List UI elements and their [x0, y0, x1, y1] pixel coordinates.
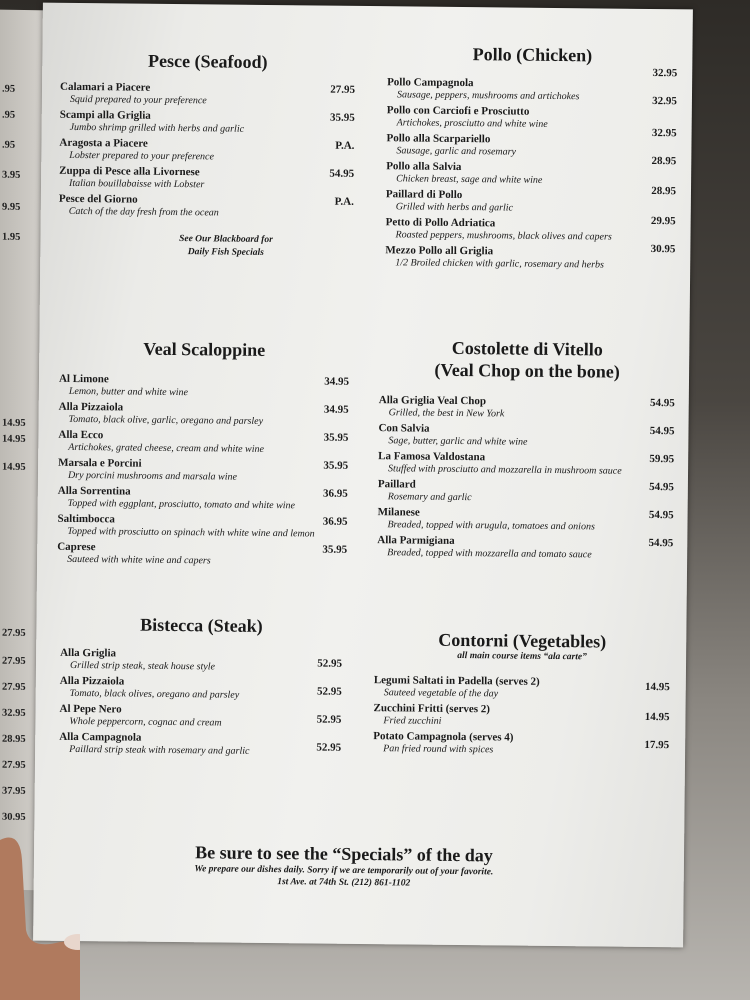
item-desc: Sage, butter, garlic and white wine	[388, 435, 528, 448]
item-price: 36.95	[322, 515, 348, 528]
menu-item	[377, 534, 673, 562]
item-desc: Sausage, peppers, mushrooms and artichokes	[396, 89, 580, 103]
item-desc: Topped with eggplant, prosciutto, tomato and white wine	[67, 497, 296, 512]
left-price: .95	[2, 109, 16, 121]
item-name: Potato Campagnola (serves 4)	[373, 730, 514, 744]
menu-item	[60, 109, 355, 137]
menu-page	[33, 3, 693, 948]
item-price: 35.95	[322, 543, 348, 556]
menu-item	[59, 193, 354, 221]
menu-item	[57, 541, 347, 569]
item-price: 35.95	[329, 111, 355, 124]
item-price: 54.95	[649, 425, 675, 438]
section-title: Bistecca (Steak)	[140, 614, 263, 636]
item-name: Pesce del Giorno	[58, 192, 138, 206]
item-price: 35.95	[323, 431, 349, 444]
item-name: Alla Parmigiana	[377, 534, 455, 547]
item-name: Calamari a Piacere	[59, 80, 151, 94]
footer-address: 1st Ave. at 74th St. (212) 861-1102	[277, 877, 411, 889]
item-price: 34.95	[324, 375, 350, 388]
note-line: See Our Blackboard for	[179, 234, 273, 246]
item-desc: Lobster prepared to your preference	[69, 149, 214, 163]
item-name: Scampi alla Griglia	[59, 108, 151, 122]
menu-item	[58, 401, 348, 429]
item-name: Aragosta a Piacere	[59, 136, 148, 150]
menu-item	[59, 165, 354, 193]
section-costolette	[377, 336, 675, 562]
item-desc: Lemon, butter and white wine	[68, 385, 189, 399]
note-line: Daily Fish Specials	[187, 247, 264, 258]
item-name: Alla Griglia	[60, 646, 117, 660]
left-price: 27.95	[2, 627, 26, 640]
item-price: 32.95	[651, 127, 677, 140]
section-title: Veal Scaloppine	[143, 338, 266, 360]
left-price: 9.95	[2, 201, 21, 213]
item-name: Petto di Pollo Adriatica	[385, 216, 496, 230]
left-price: 30.95	[2, 811, 26, 824]
item-name: Alla Ecco	[58, 428, 104, 442]
item-price: 54.95	[648, 508, 674, 522]
item-desc: Chicken breast, sage and white wine	[396, 173, 543, 186]
item-name: Pollo Campagnola	[387, 76, 474, 90]
item-name: Legumi Saltati in Padella (serves 2)	[373, 674, 540, 688]
menu-item	[58, 485, 348, 513]
left-price: 3.95	[2, 169, 21, 181]
item-price: 34.95	[323, 403, 349, 416]
menu-item	[387, 67, 678, 104]
item-desc: Grilled strip steak, steak house style	[69, 659, 216, 673]
item-desc: Pan fried round with spices	[383, 743, 494, 756]
item-price: 52.95	[316, 713, 342, 726]
section-contorni	[373, 628, 670, 758]
item-price: 36.95	[322, 487, 348, 500]
item-name: Con Salvia	[378, 422, 430, 435]
section-title: Costolette di Vitello	[451, 337, 603, 360]
left-price: 27.95	[2, 759, 26, 772]
item-desc: Breaded, topped with mozzarella and tomato sauce	[387, 547, 592, 561]
menu-item	[378, 450, 674, 478]
item-price: 32.95	[652, 67, 678, 80]
menu-item	[59, 137, 354, 165]
item-desc: Sauteed vegetable of the day	[383, 687, 499, 700]
item-price: 17.95	[644, 738, 670, 752]
menu-item	[374, 674, 670, 702]
menu-item	[59, 731, 341, 759]
finger-shape	[0, 838, 80, 1000]
menu-item	[60, 675, 342, 703]
menu-item	[379, 394, 675, 422]
section-title-sub: (Veal Chop on the bone)	[434, 359, 620, 382]
section-title: Pollo (Chicken)	[472, 44, 593, 66]
menu-item	[57, 513, 347, 541]
item-desc: Squid prepared to your preference	[69, 93, 207, 107]
section-pesce	[58, 49, 355, 261]
item-name: Caprese	[57, 540, 96, 554]
menu-item	[58, 429, 348, 457]
menu-item	[373, 702, 669, 730]
menu-item	[60, 647, 342, 675]
item-name: Pollo alla Salvia	[386, 160, 462, 174]
left-price: 14.95	[2, 417, 26, 430]
section-pollo	[385, 42, 677, 272]
section-bistecca	[59, 613, 342, 759]
item-price: 29.95	[650, 215, 676, 228]
menu-item	[378, 422, 674, 450]
item-name: Alla Pizzaiola	[59, 674, 125, 688]
item-price: 14.95	[644, 680, 670, 694]
menu-item	[59, 703, 341, 731]
item-name: Al Pepe Nero	[59, 702, 122, 716]
item-name: Paillard di Pollo	[385, 188, 463, 202]
left-price: 32.95	[2, 707, 26, 720]
item-price: 30.95	[650, 242, 676, 256]
item-name: Alla Pizzaiola	[58, 400, 124, 414]
menu-item	[60, 81, 355, 109]
item-price: 54.95	[329, 167, 355, 180]
item-desc: Whole peppercorn, cognac and cream	[69, 715, 222, 729]
blackboard-note	[58, 232, 353, 261]
menu-item	[386, 155, 677, 188]
left-price: 14.95	[2, 461, 26, 474]
menu-item	[378, 478, 674, 506]
item-name: Milanese	[377, 506, 420, 519]
item-desc: Grilled, the best in New York	[388, 407, 505, 420]
item-price: 27.95	[330, 83, 356, 96]
section-title: Contorni (Vegetables)	[438, 629, 607, 652]
left-price: 28.95	[2, 733, 26, 746]
left-price: 37.95	[2, 785, 26, 798]
item-price: 59.95	[649, 452, 675, 466]
item-price: 52.95	[317, 657, 343, 670]
left-price: 1.95	[2, 231, 21, 243]
item-price: 28.95	[651, 155, 677, 168]
left-price: 27.95	[2, 655, 26, 668]
item-price: 32.95	[652, 95, 677, 108]
menu-item	[377, 506, 673, 534]
finger	[0, 820, 80, 1000]
item-price: P.A.	[335, 139, 355, 152]
item-name: Zuppa di Pesce alla Livornese	[59, 164, 200, 179]
item-desc: Grilled with herbs and garlic	[395, 201, 514, 214]
menu-item	[385, 216, 675, 244]
section-title: Pesce (Seafood)	[147, 50, 268, 72]
item-desc: Stuffed with prosciutto and mozzarella in mushroom sauce	[388, 463, 622, 477]
item-name: Marsala e Porcini	[58, 456, 142, 470]
item-desc: Jumbo shrimp grilled with herbs and garlic	[69, 121, 245, 135]
item-name: Saltimbocca	[57, 512, 116, 526]
item-desc: Italian bouillabaisse with Lobster	[68, 177, 205, 191]
item-desc: Fried zucchini	[383, 715, 442, 727]
item-price: 54.95	[648, 536, 674, 550]
item-name: Mezzo Pollo all Griglia	[385, 244, 494, 258]
item-price: 14.95	[644, 710, 670, 724]
item-name: Alla Griglia Veal Chop	[378, 394, 487, 408]
item-desc: Artichokes, grated cheese, cream and white wine	[68, 441, 265, 455]
item-desc: 1/2 Broiled chicken with garlic, rosemary and herbs	[395, 257, 604, 271]
menu-footer	[94, 841, 594, 891]
item-name: Pollo con Carciofi e Prosciutto	[386, 104, 530, 118]
item-name: Pollo alla Scarpariello	[386, 132, 491, 146]
item-name: La Famosa Valdostana	[378, 450, 486, 464]
left-page-prices	[0, 10, 40, 891]
left-price: .95	[2, 83, 16, 95]
left-price: .95	[2, 139, 16, 151]
menu-item	[58, 457, 348, 485]
item-desc: Paillard strip steak with rosemary and garlic	[69, 743, 250, 757]
item-desc: Tomato, black olive, garlic, oregano and parsley	[68, 413, 264, 427]
item-price: 35.95	[323, 459, 349, 472]
menu-item	[386, 127, 677, 160]
menu-item	[59, 373, 349, 401]
item-desc: Roasted peppers, mushrooms, black olives and capers	[395, 229, 612, 243]
item-price: 52.95	[316, 741, 342, 754]
menu-item	[385, 244, 675, 272]
item-desc: Breaded, topped with arugula, tomatoes and onions	[387, 519, 595, 533]
item-name: Zucchini Fritti (serves 2)	[373, 702, 491, 716]
item-desc: Rosemary and garlic	[387, 491, 472, 504]
item-price: 54.95	[649, 397, 675, 410]
item-name: Alla Sorrentina	[57, 484, 131, 498]
item-name: Alla Campagnola	[59, 730, 142, 744]
item-name: Paillard	[377, 478, 416, 491]
item-desc: Dry porcini mushrooms and marsala wine	[67, 469, 238, 483]
item-price: 52.95	[316, 685, 342, 698]
section-subtitle: all main course items “ala carte”	[457, 650, 587, 663]
left-price: 27.95	[2, 681, 26, 694]
section-veal-scaloppine	[57, 337, 349, 569]
item-desc: Artichokes, prosciutto and white wine	[396, 117, 548, 130]
item-desc: Topped with prosciutto on spinach with white wine and lemon	[67, 525, 315, 540]
item-price: P.A.	[334, 195, 354, 208]
item-desc: Catch of the day fresh from the ocean	[68, 205, 219, 219]
item-desc: Sausage, garlic and rosemary	[396, 145, 517, 158]
left-price: 14.95	[2, 433, 26, 446]
footer-title: Be sure to see the “Specials” of the day	[195, 842, 493, 866]
item-price: 28.95	[651, 185, 677, 198]
footer-line: We prepare our dishes daily. Sorry if we are temporarily out of your favorite.	[194, 864, 494, 878]
item-price: 54.95	[649, 480, 674, 494]
item-desc: Sauteed with white wine and capers	[67, 553, 211, 567]
menu-item	[385, 185, 677, 216]
item-name: Al Limone	[58, 372, 109, 386]
item-desc: Tomato, black olives, oregano and parsley	[69, 687, 240, 701]
menu-item	[373, 730, 669, 758]
